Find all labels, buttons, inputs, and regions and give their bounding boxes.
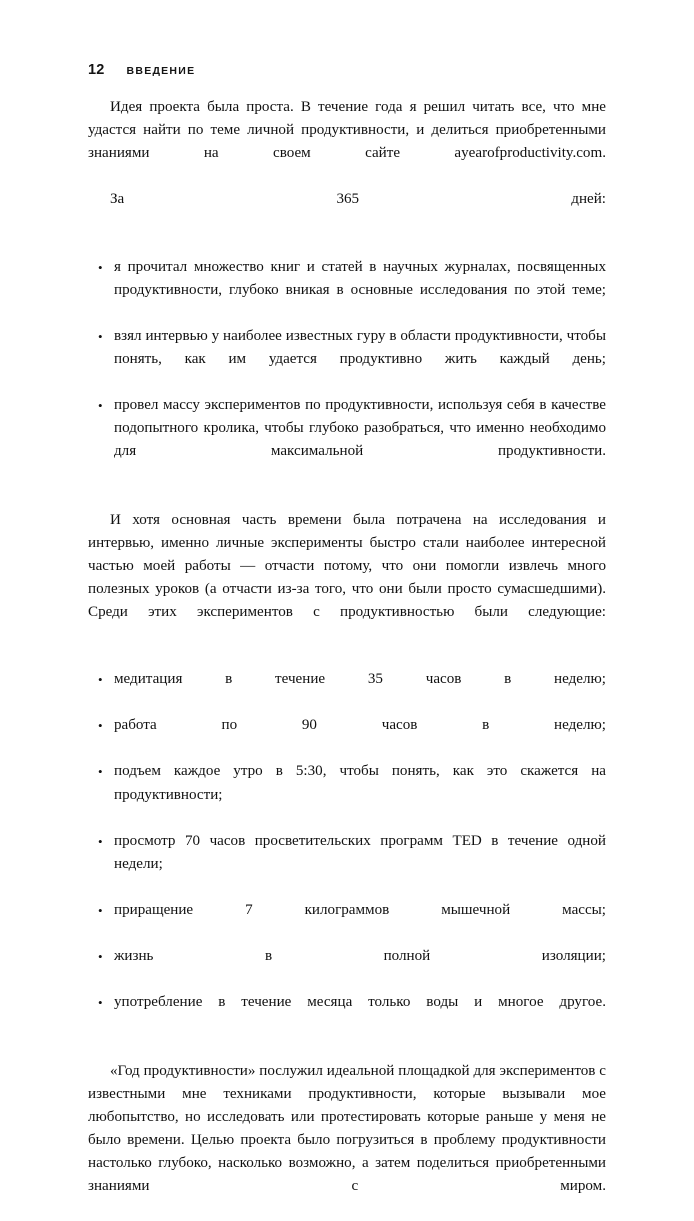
paragraph-3: И хотя основная часть времени была потрачена на исследования и интервью, именно личные эксперименты быстро стали наиболее интересной частью моей работы — отчасти потому, что они помогли извлечь много полезных уроков (а отчасти из-за того, что они были просто сумасшедшими). Среди этих экспериментов с продуктивностью были следующие: [88,511,606,620]
paragraph-1: Идея проекта была проста. В течение года я решил читать все, что мне удастся найти по теме личной продуктивности, и делиться приобретенными знаниями на своем сайте ayearofproductivity.com. [88,99,606,162]
spacer-after-list-1 [88,487,606,509]
list-item: • жизнь в полной изоляции; [88,945,606,991]
running-head [88,62,195,78]
list-item: • провел массу экспериментов по продуктивности, используя себя в качестве подопытного кролика, чтобы глубоко разобраться, что именно необходимо для максимальной продуктивности. [88,394,606,486]
spacer-before-list-1 [88,235,606,256]
list-1 [88,256,606,487]
spacer-after-list-2 [88,1038,606,1060]
list-2 [88,668,606,1038]
list-item: • работа по 90 часов в неделю; [88,714,606,760]
paragraph-4: «Год продуктивности» послужил идеальной площадкой для экспериментов с известными мне техниками продуктивности, которые вызывали мое любопытство, но исследовать или протестировать которые раньше у меня не было времени. Целью проекта было погрузиться в проблему продуктивности настолько глубоко, насколько возможно, а затем поделиться приобретенными знаниями с миром. [88,1062,606,1195]
list-item: • просмотр 70 часов просветительских программ TED в течение одной недели; [88,830,606,899]
paragraph-2: За 365 дней: [110,191,606,208]
list-item: • употребление в течение месяца только воды и многое другое. [88,991,606,1037]
list-item: • я прочитал множество книг и статей в научных журналах, посвященных продуктивности, глубоко вникая в основные исследования по этой теме; [88,256,606,325]
list-item: • приращение 7 килограммов мышечной массы; [88,899,606,945]
section-title: ВВЕДЕНИЕ [126,65,196,77]
list-item: • взял интервью у наиболее известных гуру в области продуктивности, чтобы понять, как им удается продуктивно жить каждый день; [88,325,606,394]
page-number: 12 [88,62,105,78]
list-item: • медитация в течение 35 часов в неделю; [88,668,606,714]
list-item: • подъем каждое утро в 5:30, чтобы понять, как это скажется на продуктивности; [88,760,606,829]
text-column [88,96,606,1221]
spacer-before-list-2 [88,647,606,668]
